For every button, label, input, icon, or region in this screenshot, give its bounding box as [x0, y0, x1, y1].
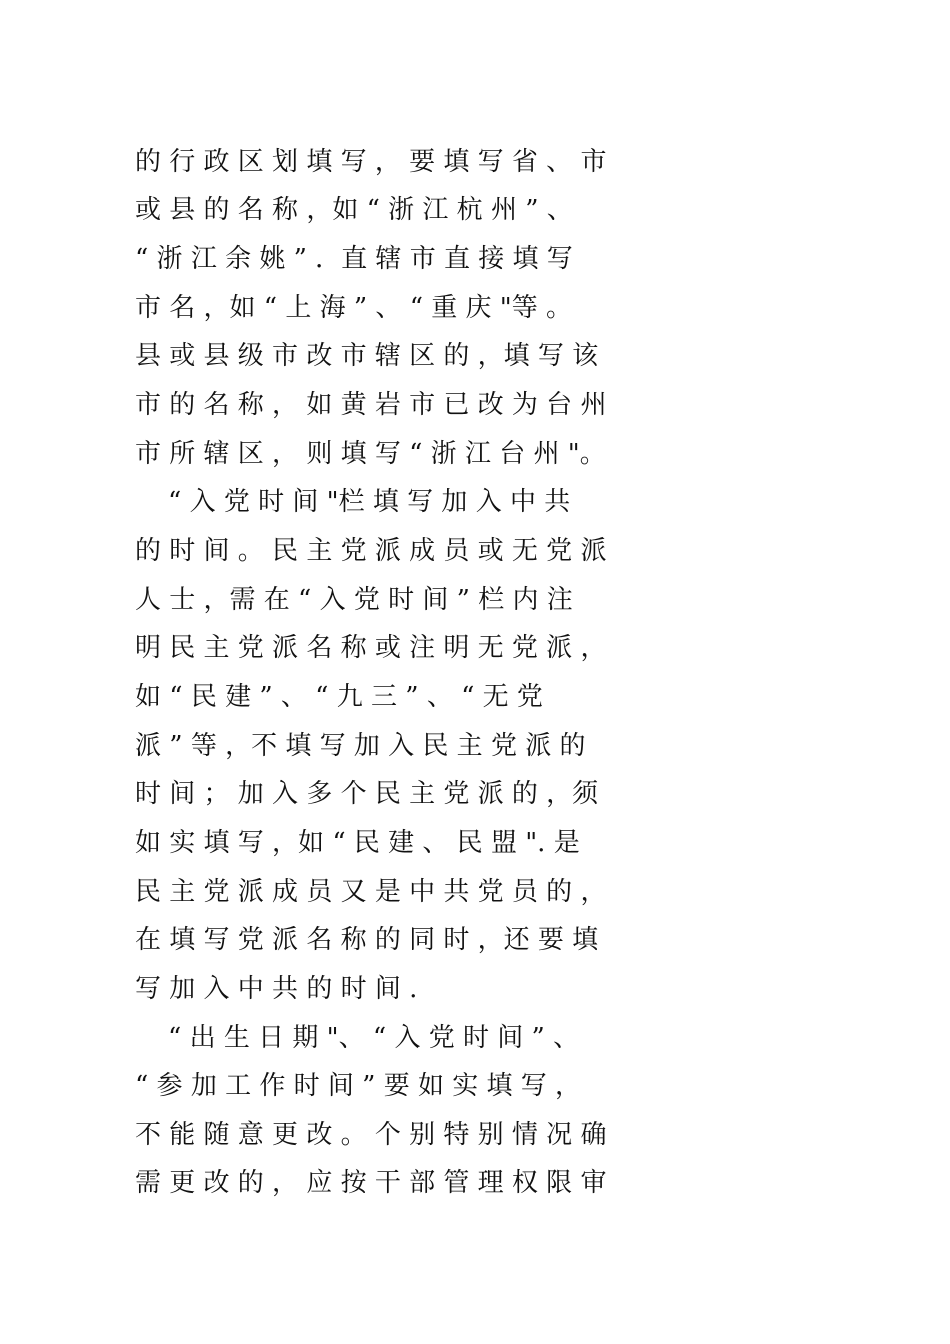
text-line: 在 填 写 党 派 名 称 的 同 时 ，还 要 填 [135, 925, 599, 955]
text-line: 需 更 改 的 ， 应 按 干 部 管 理 权 限 审 [135, 1168, 607, 1198]
text-line: “ 参 加 工 作 时 间 ” 要 如 实 填 写 ， [135, 1071, 582, 1101]
text-line: 市 名 ，如 “ 上 海 ” 、 “ 重 庆 "等 。 [135, 293, 573, 323]
text-line: 不 能 随 意 更 改 。 个 别 特 别 情 况 确 [135, 1120, 607, 1150]
text-line: “ 浙 江 余 姚 ” ．直 辖 市 直 接 填 写 [135, 244, 573, 274]
text-line: 的 时 间 。 民 主 党 派 成 员 或 无 党 派 [135, 536, 607, 566]
text-line: 派 ” 等 ，不 填 写 加 入 民 主 党 派 的 [135, 731, 586, 761]
text-line: 市 的 名 称 ， 如 黄 岩 市 已 改 为 台 州 [135, 390, 607, 420]
text-line: “ 出 生 日 期 "、 “ 入 党 时 间 ” 、 [135, 1023, 580, 1053]
text-line: 时 间 ； 加 入 多 个 民 主 党 派 的 ，须 [135, 779, 599, 809]
text-line: 如 实 填 写 ，如 “ 民 建 、 民 盟 ". 是 [135, 828, 580, 858]
text-line: “ 入 党 时 间 "栏 填 写 加 入 中 共 [135, 487, 571, 517]
text-line: 如 “ 民 建 ” 、 “ 九 三 ” 、 “ 无 党 [135, 682, 543, 712]
text-line: 明 民 主 党 派 名 称 或 注 明 无 党 派 ， [135, 633, 607, 663]
text-line: 市 所 辖 区 ， 则 填 写 “ 浙 江 台 州 "。 [135, 439, 606, 469]
text-line: 写 加 入 中 共 的 时 间 . [135, 974, 418, 1004]
text-line: 的 行 政 区 划 填 写 ， 要 填 写 省 、 市 [135, 147, 607, 177]
text-line: 县 或 县 级 市 改 市 辖 区 的 ，填 写 该 [135, 341, 599, 371]
text-line: 人 士 ，需 在 “ 入 党 时 间 ” 栏 内 注 [135, 585, 573, 615]
text-line: 或 县 的 名 称 ，如 “ 浙 江 杭 州 ” 、 [135, 195, 573, 225]
text-line: 民 主 党 派 成 员 又 是 中 共 党 员 的 ， [135, 877, 607, 907]
